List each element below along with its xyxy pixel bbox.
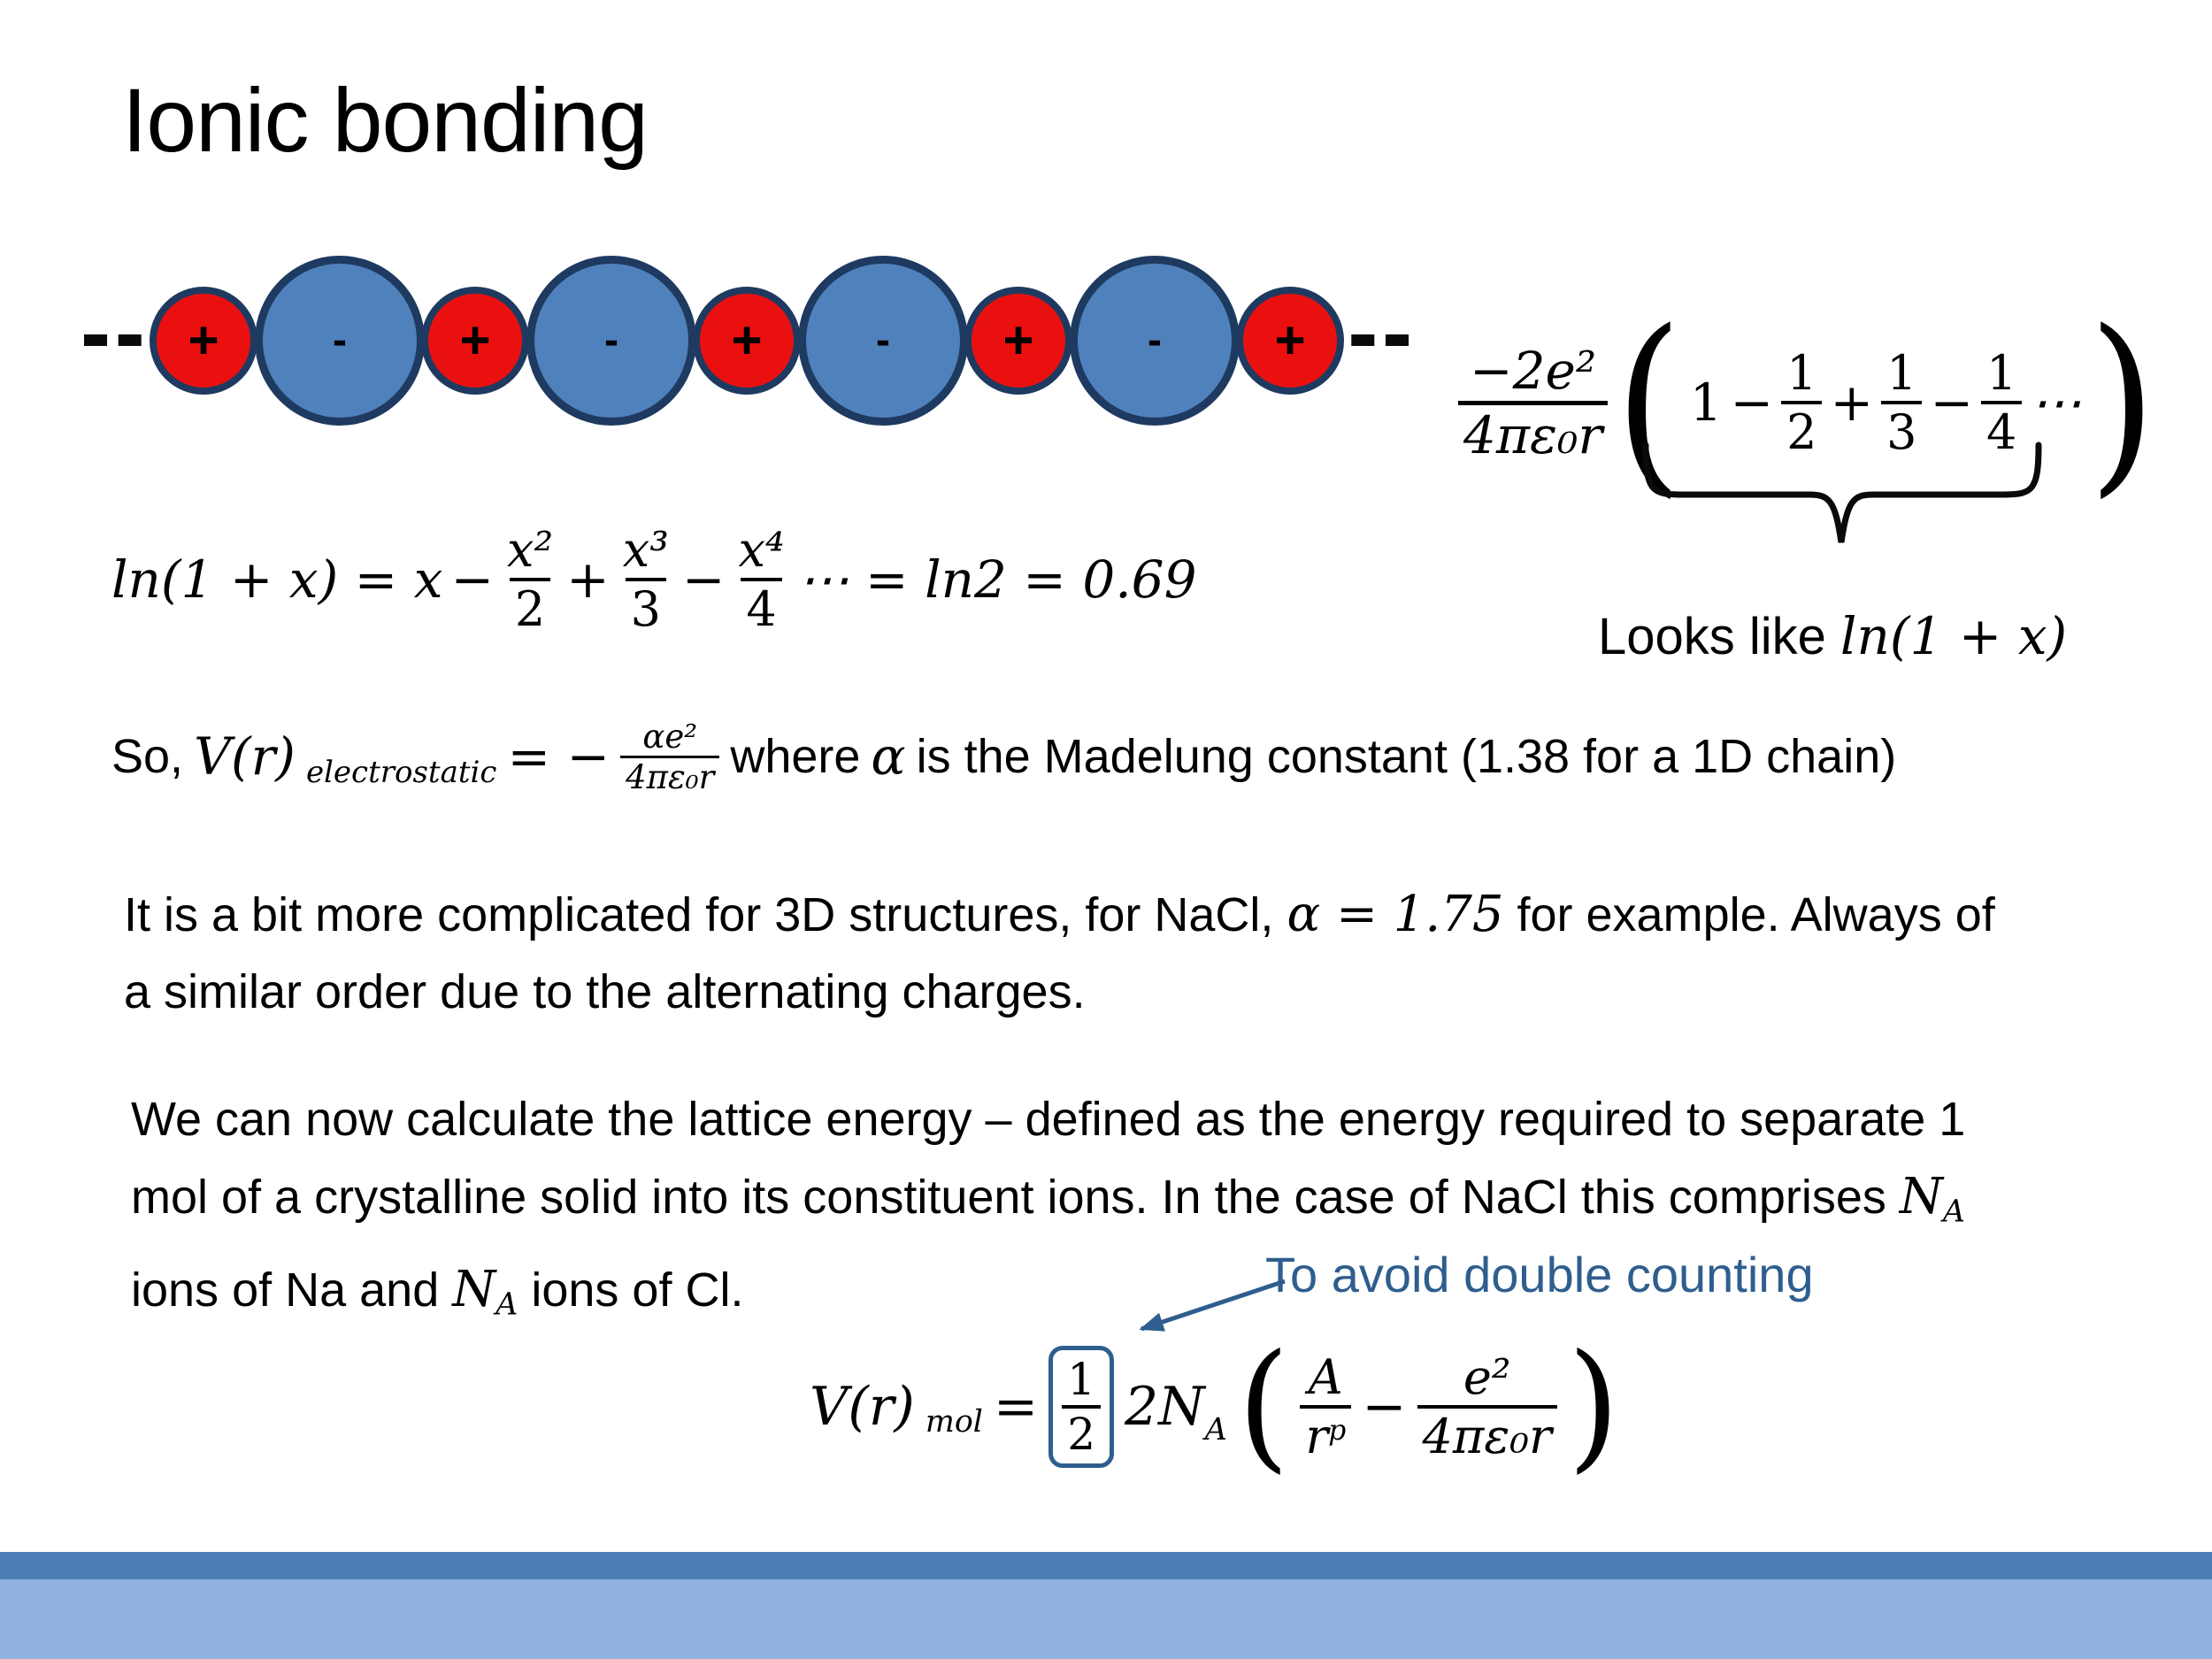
footer-bar-dark bbox=[0, 1552, 2212, 1579]
paragraph-line: a similar order due to the alternating charges. bbox=[124, 965, 1086, 1018]
paragraph-3d-structures bbox=[124, 876, 2159, 1031]
operator: − bbox=[681, 549, 726, 610]
operator: − bbox=[450, 549, 495, 610]
cation-circle bbox=[150, 287, 257, 395]
fraction-1-4: $\frac{1}{4}$ bbox=[1981, 345, 2022, 460]
minus-operator: − bbox=[1362, 1375, 1407, 1438]
minus-sign: - bbox=[333, 317, 347, 364]
V-of-r: V(r) bbox=[194, 726, 296, 787]
coefficient: $2N_A$ bbox=[1125, 1375, 1227, 1448]
open-paren: ( bbox=[1237, 1325, 1290, 1487]
ln-tail: ⋯ = ln2 = 0.69 bbox=[797, 549, 1197, 610]
fraction-x3-3: $\frac{\text{x³}}{3}$ bbox=[622, 522, 669, 637]
lattice-energy-formula bbox=[810, 1320, 1619, 1493]
double-counting-label: To avoid double counting bbox=[1265, 1247, 1814, 1302]
fraction-1-3: $\frac{1}{3}$ bbox=[1881, 345, 1922, 460]
slide-title: Ionic bonding bbox=[122, 70, 648, 171]
fraction-A-rp: $\frac{A}{r^p}$ bbox=[1300, 1349, 1351, 1464]
plus-sign: + bbox=[1274, 311, 1306, 370]
alpha-symbol: α bbox=[871, 726, 906, 787]
plus-sign: + bbox=[459, 311, 491, 370]
avogadro-symbol: NA bbox=[1899, 1168, 1965, 1230]
ln-expansion-formula bbox=[111, 501, 1196, 658]
half-factor-box bbox=[1048, 1346, 1114, 1468]
paragraph-line: mol of a crystalline solid into its constituent ions. In the case of NaCl this comprises NA bbox=[131, 1168, 1965, 1230]
fraction-1-2: $\frac{1}{2}$ bbox=[1781, 345, 1822, 460]
anion-circle bbox=[526, 256, 696, 426]
footer-bar-light bbox=[0, 1579, 2212, 1659]
prefactor-fraction: $\frac{\text{−2e²}}{\text{4πε₀r}}$ bbox=[1458, 341, 1608, 465]
fraction-e2-coulomb: $\frac{\text{e²}}{\text{4πε₀r}}$ bbox=[1417, 1349, 1557, 1464]
operator: + bbox=[566, 549, 610, 610]
V-of-r: V(r) bbox=[810, 1375, 915, 1438]
minus-sign: - bbox=[876, 317, 890, 364]
plus-sign: + bbox=[731, 311, 763, 370]
caption-text: Looks like bbox=[1598, 607, 1826, 665]
paragraph-line: It is a bit more complicated for 3D structures, for NaCl, α = 1.75 for example. Always of bbox=[124, 886, 1995, 943]
minus-sign: - bbox=[604, 317, 618, 364]
anion-circle bbox=[255, 256, 425, 426]
equals-minus: = − bbox=[507, 726, 611, 787]
operator: − bbox=[1930, 373, 1974, 433]
equals-sign: = bbox=[993, 1375, 1039, 1438]
fraction-1-2: $\frac{1}{2}$ bbox=[1062, 1354, 1101, 1460]
paragraph-line: We can now calculate the lattice energy – defined as the energy required to separate 1 bbox=[131, 1093, 1966, 1146]
so-label: So, bbox=[111, 730, 184, 783]
electrostatic-subscript: electrostatic bbox=[305, 755, 497, 790]
madelung-text: is the Madelung constant (1.38 for a 1D chain) bbox=[916, 730, 1897, 783]
anion-circle bbox=[798, 256, 968, 426]
open-paren: ( bbox=[1615, 288, 1683, 516]
series-lead: 1 bbox=[1689, 373, 1723, 433]
close-paren: ) bbox=[1567, 1325, 1620, 1487]
anion-circle bbox=[1070, 256, 1240, 426]
cation-circle bbox=[421, 287, 529, 395]
underbrace-shape bbox=[1640, 436, 2045, 558]
cation-circle bbox=[964, 287, 1072, 395]
operator: + bbox=[1830, 373, 1874, 433]
plus-sign: + bbox=[1002, 311, 1034, 370]
plus-sign: + bbox=[188, 311, 219, 370]
alpha-fraction: $\frac{\text{αe²}}{\text{4πε₀r}}$ bbox=[620, 718, 719, 796]
electrostatic-formula-line bbox=[111, 699, 1896, 814]
operator: − bbox=[1730, 373, 1774, 433]
looks-like-caption bbox=[1598, 606, 2067, 666]
ellipsis: ⋯ bbox=[2030, 373, 2082, 433]
cation-circle bbox=[1236, 287, 1344, 395]
close-paren: ) bbox=[2088, 288, 2156, 516]
where-text: where bbox=[730, 730, 861, 783]
fraction-x4-4: $\frac{\text{x⁴}}{4}$ bbox=[738, 522, 785, 637]
fraction-x2-2: $\frac{\text{x²}}{2}$ bbox=[507, 522, 554, 637]
cation-circle bbox=[693, 287, 801, 395]
ln-lead: ln(1 + x) = x bbox=[111, 549, 443, 610]
alpha-value: α = 1.75 bbox=[1286, 886, 1504, 943]
minus-sign: - bbox=[1148, 317, 1162, 364]
paragraph-line: ions of Na and NA ions of Cl. bbox=[131, 1260, 744, 1323]
caption-math: ln(1 + x) bbox=[1839, 606, 2068, 666]
mol-subscript: mol bbox=[925, 1403, 983, 1440]
avogadro-symbol: NA bbox=[452, 1260, 518, 1323]
